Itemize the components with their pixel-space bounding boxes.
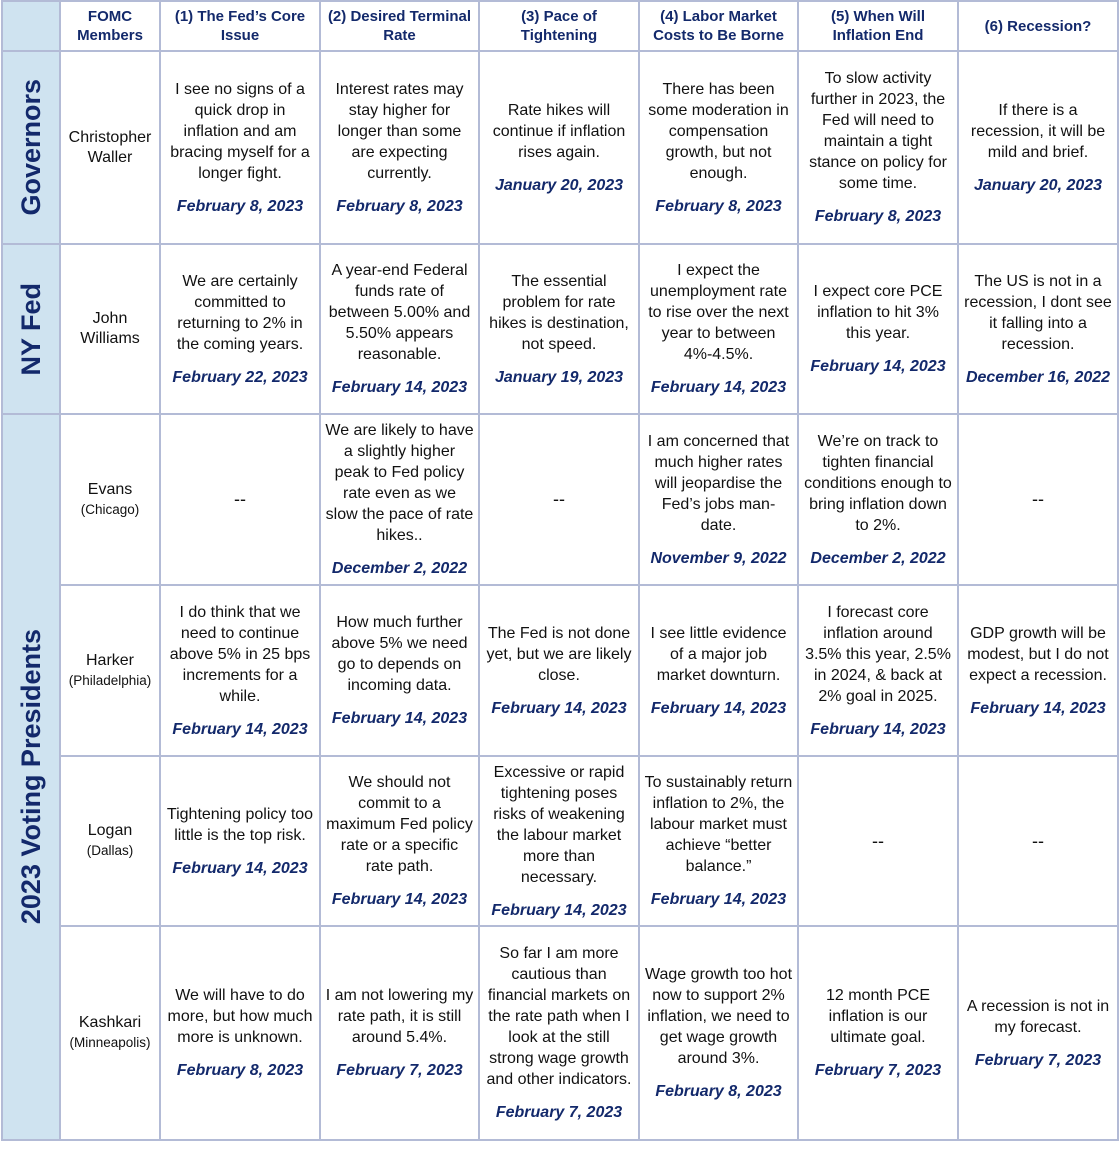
group-label: NY Fed xyxy=(15,282,46,376)
member-name: Kashkari xyxy=(78,1014,142,1031)
quote-text: I see little evidence of a major job market downturn. xyxy=(650,624,787,684)
member-name: Evans xyxy=(87,480,133,498)
member-bank: (Minneapolis) xyxy=(69,1035,151,1050)
quote-text: -- xyxy=(872,830,884,851)
quote-cell xyxy=(639,414,798,585)
quote-date: January 20, 2023 xyxy=(973,176,1103,194)
table-row xyxy=(2,414,1118,585)
quote-cell xyxy=(958,414,1118,585)
table-row xyxy=(2,51,1118,244)
quote-text: A year-end Federal funds rate of between 5.00% and 5.50% appears reasonable. xyxy=(328,262,471,363)
quote-text: We’re on track to tighten financial conditions enough to bring inflation down to 2%. xyxy=(804,432,952,534)
quote-text: Tightening policy too little is the top risk. xyxy=(166,805,314,844)
quote-cell xyxy=(160,926,320,1140)
member-name: Harker xyxy=(85,651,134,669)
member-bank: (Dallas) xyxy=(86,843,134,858)
header-column-5: (5) When Will Inflation End xyxy=(798,1,958,51)
quote-cell xyxy=(320,414,479,585)
quote-text: The US is not in a recession, I dont see it falling into a recession. xyxy=(964,272,1112,353)
table-row xyxy=(2,244,1118,414)
member-bank: (Philadelphia) xyxy=(68,672,152,688)
quote-date: December 16, 2022 xyxy=(965,368,1111,386)
header-column-6: (6) Recession? xyxy=(958,1,1118,51)
quote-cell xyxy=(479,51,639,244)
quote-cell xyxy=(160,756,320,926)
header-members: FOMC Members xyxy=(60,1,160,51)
quote-date: February 14, 2023 xyxy=(970,699,1106,717)
quote-date: February 14, 2023 xyxy=(331,379,468,396)
member-cell xyxy=(60,585,160,756)
quote-cell xyxy=(958,585,1118,756)
member-name: John Williams xyxy=(80,310,140,347)
quote-cell xyxy=(958,51,1118,244)
quote-date: December 2, 2022 xyxy=(810,549,946,567)
quote-date: February 7, 2023 xyxy=(336,1062,463,1079)
quote-text: To slow activity further in 2023, the Fed will need to maintain a tight stance on policy for some time. xyxy=(809,70,947,192)
quote-cell xyxy=(479,756,639,926)
quote-text: I forecast core inflation around 3.5% this year, 2.5% in 2024, & back at 2% goal in 2025. xyxy=(805,603,951,705)
quote-cell xyxy=(160,585,320,756)
quote-date: February 8, 2023 xyxy=(176,197,304,215)
quote-text: I do think that we need to continue above 5% in 25 bps increments for a while. xyxy=(169,603,311,705)
quote-text: We are certainly committed to returning to 2% in the coming years. xyxy=(176,272,304,353)
quote-date: February 8, 2023 xyxy=(176,1062,304,1079)
fomc-views-table xyxy=(1,0,1119,1141)
quote-cell xyxy=(479,414,639,585)
quote-cell xyxy=(798,585,958,756)
quote-date: February 14, 2023 xyxy=(650,699,787,717)
group-label-cell xyxy=(2,414,60,1140)
quote-text: Rate hikes will continue if inflation rises again. xyxy=(492,101,626,161)
quote-cell xyxy=(798,244,958,414)
quote-text: We are likely to have a slightly higher peak to Fed policy rate even as we slow the pace of rate hikes.. xyxy=(325,422,474,544)
quote-text: I am concerned that much higher rates will jeopardise the Fed’s jobs man-date. xyxy=(647,432,790,534)
quote-date: February 8, 2023 xyxy=(655,197,782,215)
quote-text: If there is a recession, it will be mild and brief. xyxy=(970,101,1106,161)
quote-text: Wage growth too hot now to support 2% inflation, we need to get wage growth around 3%. xyxy=(644,966,793,1067)
quote-text: Interest rates may stay higher for longer than some are expecting currently. xyxy=(335,80,464,182)
quote-cell xyxy=(320,51,479,244)
quote-text: I expect the unemployment rate to rise over the next year to between 4%-4.5%. xyxy=(648,262,789,363)
quote-date: February 8, 2023 xyxy=(336,197,463,215)
quote-date: February 7, 2023 xyxy=(974,1051,1102,1069)
member-cell xyxy=(60,414,160,585)
quote-text: -- xyxy=(234,489,246,509)
quote-text: GDP growth will be modest, but I do not expect a recession. xyxy=(967,624,1109,684)
member-cell xyxy=(60,244,160,414)
quote-text: 12 month PCE inflation is our ultimate goal. xyxy=(825,987,931,1046)
quote-cell xyxy=(479,585,639,756)
quote-date: February 8, 2023 xyxy=(655,1083,782,1100)
header-column-4: (4) Labor Market Costs to Be Borne xyxy=(639,1,798,51)
table-row xyxy=(2,756,1118,926)
quote-text: We will have to do more, but how much more is unknown. xyxy=(167,987,313,1046)
quote-text: There has been some moderation in compensation growth, but not enough. xyxy=(648,80,789,182)
quote-cell xyxy=(958,756,1118,926)
quote-date: February 7, 2023 xyxy=(814,1062,942,1079)
quote-text: -- xyxy=(1032,489,1044,509)
quote-date: February 14, 2023 xyxy=(172,720,308,738)
quote-text: We should not commit to a maximum Fed policy rate or a specific rate path. xyxy=(326,774,473,875)
quote-text: A recession is not in my forecast. xyxy=(966,997,1110,1036)
member-bank: (Chicago) xyxy=(80,501,140,517)
quote-cell xyxy=(320,756,479,926)
quote-text: I expect core PCE inflation to hit 3% this year. xyxy=(813,283,943,342)
quote-date: January 19, 2023 xyxy=(494,368,624,386)
quote-cell xyxy=(639,51,798,244)
quote-cell xyxy=(479,244,639,414)
quote-text: I am not lowering my rate path, it is still around 5.4%. xyxy=(325,987,474,1046)
quote-date: February 22, 2023 xyxy=(172,368,308,386)
quote-cell xyxy=(320,244,479,414)
table-row xyxy=(2,585,1118,756)
quote-text: So far I am more cautious than financial markets on the rate path when I look at the still strong wage growth and other indicators. xyxy=(486,945,632,1088)
quote-date: February 14, 2023 xyxy=(650,379,787,396)
quote-cell xyxy=(320,585,479,756)
quote-date: February 14, 2023 xyxy=(331,891,468,908)
quote-text: To sustainably return inflation to 2%, the labour market must achieve “better balance.” xyxy=(644,774,793,875)
quote-cell xyxy=(160,244,320,414)
header-column-2: (2) Desired Terminal Rate xyxy=(320,1,479,51)
quote-cell xyxy=(639,756,798,926)
quote-cell xyxy=(798,414,958,585)
member-name: Logan xyxy=(87,822,133,839)
header-column-3: (3) Pace of Tightening xyxy=(479,1,639,51)
quote-date: January 20, 2023 xyxy=(494,176,624,194)
quote-text: -- xyxy=(1032,830,1044,851)
quote-date: February 7, 2023 xyxy=(495,1104,623,1121)
group-label-cell xyxy=(2,244,60,414)
quote-cell xyxy=(160,414,320,585)
header-corner xyxy=(2,1,60,51)
quote-date: February 14, 2023 xyxy=(810,720,946,738)
quote-cell xyxy=(798,51,958,244)
group-label: 2023 Voting Presidents xyxy=(15,629,46,925)
group-label-cell xyxy=(2,51,60,244)
quote-cell xyxy=(320,926,479,1140)
member-cell xyxy=(60,756,160,926)
quote-cell xyxy=(958,244,1118,414)
quote-date: February 14, 2023 xyxy=(172,859,308,877)
quote-date: February 14, 2023 xyxy=(491,901,627,919)
quote-text: The essential problem for rate hikes is destination, not speed. xyxy=(489,272,629,353)
quote-cell xyxy=(639,585,798,756)
quote-text: How much further above 5% we need go to depends on incoming data. xyxy=(331,614,468,694)
member-name: Christopher Waller xyxy=(68,128,152,166)
quote-date: February 14, 2023 xyxy=(810,358,946,375)
quote-date: February 14, 2023 xyxy=(331,710,468,727)
quote-cell xyxy=(639,244,798,414)
quote-cell xyxy=(798,926,958,1140)
header-row xyxy=(2,1,1118,51)
quote-text: The Fed is not done yet, but we are likely close. xyxy=(486,624,632,684)
quote-cell xyxy=(160,51,320,244)
quote-text: -- xyxy=(553,489,565,509)
member-cell xyxy=(60,926,160,1140)
quote-date: December 2, 2022 xyxy=(331,560,468,577)
quote-cell xyxy=(479,926,639,1140)
quote-text: I see no signs of a quick drop in inflation and am bracing myself for a longer fight. xyxy=(170,80,310,182)
quote-text: Excessive or rapid tightening poses risks of weakening the labour market more than necessary. xyxy=(493,763,625,886)
quote-date: February 14, 2023 xyxy=(650,891,787,908)
quote-date: November 9, 2022 xyxy=(650,549,787,567)
group-label: Governors xyxy=(15,79,46,216)
quote-date: February 14, 2023 xyxy=(491,699,627,717)
quote-cell xyxy=(958,926,1118,1140)
table-row xyxy=(2,926,1118,1140)
header-column-1: (1) The Fed’s Core Issue xyxy=(160,1,320,51)
quote-cell xyxy=(639,926,798,1140)
quote-date: February 8, 2023 xyxy=(814,208,942,225)
member-cell xyxy=(60,51,160,244)
quote-cell xyxy=(798,756,958,926)
